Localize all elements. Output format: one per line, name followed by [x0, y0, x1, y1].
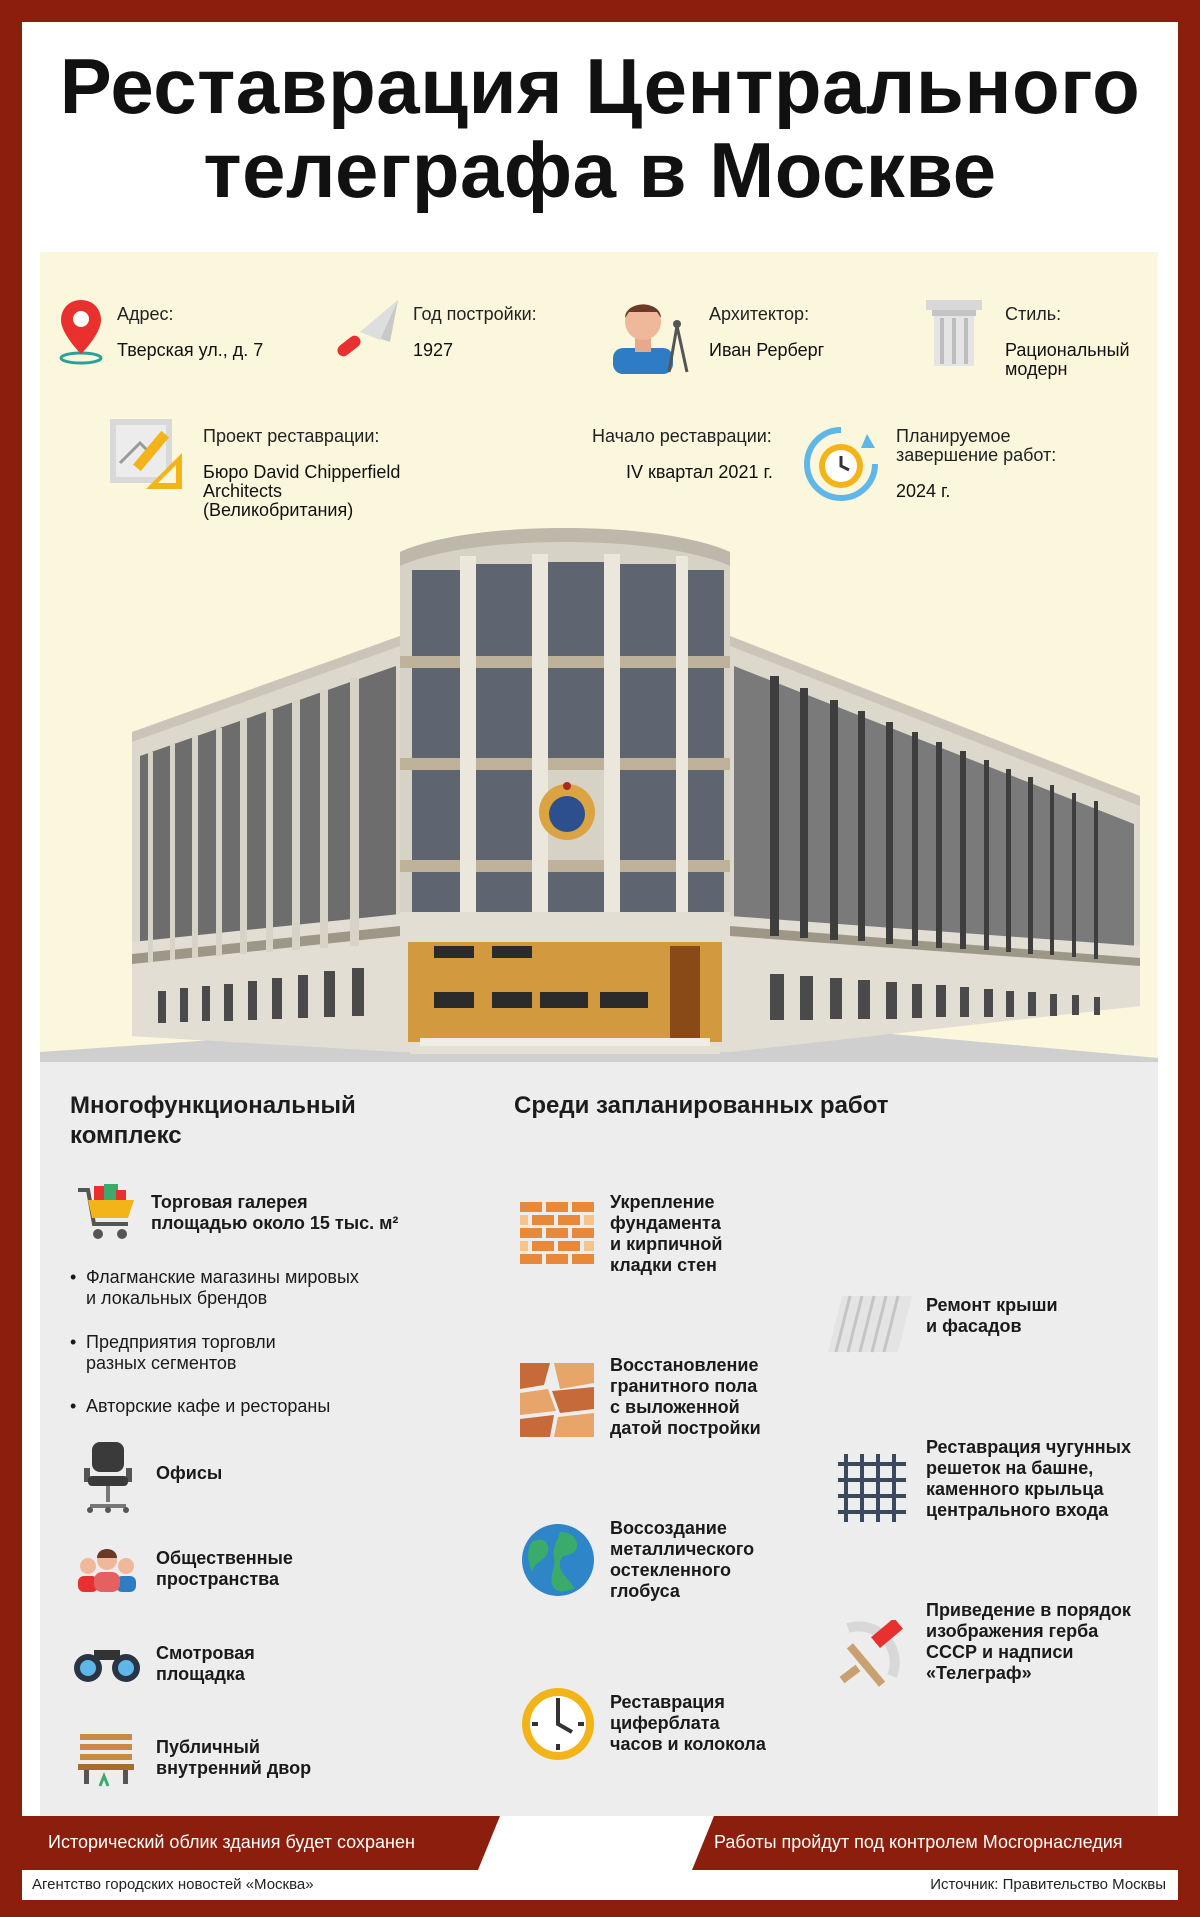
- style-value-line-2: модерн: [1005, 359, 1068, 379]
- shopping-cart-icon: [76, 1184, 138, 1244]
- ribbon-right-text: Работы пройдут под контролем Мосгорнаследия: [714, 1832, 1123, 1852]
- start-value: IV квартал 2021 г.: [626, 462, 773, 482]
- column-icon: [924, 298, 984, 370]
- work-foundation-line-4: кладки стен: [610, 1255, 717, 1275]
- work-grilles-line-2: решеток на башне,: [926, 1458, 1094, 1478]
- brick-wall-icon: [520, 1202, 594, 1264]
- roof-sheet-icon: [828, 1292, 912, 1356]
- bench-icon: [76, 1732, 136, 1788]
- address-value: Тверская ул., д. 7: [117, 340, 264, 360]
- project-value-line-2: Architects: [203, 481, 283, 501]
- work-foundation: [610, 1192, 722, 1276]
- project-value-line-3: (Великобритания): [203, 500, 354, 520]
- work-globe-line-4: глобуса: [610, 1581, 680, 1601]
- work-clock-line-3: часов и колокола: [610, 1734, 766, 1754]
- clock-refresh-icon: [801, 424, 881, 504]
- work-roof: [926, 1295, 1058, 1337]
- grille-icon: [836, 1452, 908, 1524]
- work-emblem-line-2: изображения герба: [926, 1621, 1099, 1641]
- complex-header-line-2: комплекс: [70, 1122, 182, 1149]
- finish-label-line-1: Планируемое: [896, 426, 1011, 446]
- finish-value: 2024 г.: [896, 481, 951, 501]
- work-globe: [610, 1518, 754, 1602]
- work-granite-line-3: с выложенной: [610, 1397, 740, 1417]
- work-granite-line-4: датой постройки: [610, 1418, 761, 1438]
- work-emblem-line-4: «Телеграф»: [926, 1663, 1032, 1683]
- bullet-cafes: [86, 1396, 330, 1417]
- gallery-line-1: Торговая галерея: [151, 1192, 308, 1212]
- complex-header: [70, 1091, 356, 1151]
- blueprint-icon: [106, 413, 186, 491]
- style-value-line-1: Рациональный: [1005, 340, 1130, 360]
- architect-value: Иван Рерберг: [709, 340, 825, 360]
- work-roof-line-1: Ремонт крыши: [926, 1295, 1058, 1315]
- work-grilles-line-1: Реставрация чугунных: [926, 1437, 1131, 1457]
- year-value: 1927: [413, 340, 454, 360]
- bullet-cafes-line-1: • Авторские кафе и рестораны: [86, 1396, 331, 1416]
- gallery-line-2: площадью около 15 тыс. м²: [151, 1213, 399, 1233]
- title-line-1: Реставрация Центрального: [59, 42, 1141, 130]
- public-spaces-line-1: Общественные: [156, 1548, 293, 1568]
- page-title: [0, 44, 1200, 212]
- architect-label: Архитектор:: [709, 304, 810, 324]
- work-clock-line-1: Реставрация: [610, 1692, 725, 1712]
- work-globe-line-3: остекленного: [610, 1560, 732, 1580]
- viewing-platform-line-2: площадка: [156, 1664, 245, 1684]
- work-grilles: [926, 1437, 1131, 1521]
- finish-label-line-2: завершение работ:: [896, 445, 1057, 465]
- binoculars-icon: [72, 1644, 142, 1684]
- public-spaces-line-2: пространства: [156, 1569, 279, 1589]
- stone-floor-icon: [520, 1363, 594, 1437]
- work-granite-line-2: гранитного пола: [610, 1376, 758, 1396]
- work-foundation-line-1: Укрепление: [610, 1192, 715, 1212]
- courtyard-line-1: Публичный: [156, 1737, 260, 1757]
- work-globe-line-1: Воссоздание: [610, 1518, 727, 1538]
- work-clock-line-2: циферблата: [610, 1713, 720, 1733]
- bullet-flagship: [86, 1267, 359, 1309]
- work-roof-line-2: и фасадов: [926, 1316, 1022, 1336]
- bullet-retail-line-1: • Предприятия торговли: [86, 1332, 276, 1352]
- people-group-icon: [72, 1544, 142, 1594]
- clock-icon: [520, 1686, 596, 1762]
- project-label: Проект реставрации:: [203, 426, 380, 446]
- work-emblem-line-1: Приведение в порядок: [926, 1600, 1131, 1620]
- work-foundation-line-2: фундамента: [610, 1213, 721, 1233]
- offices-label: Офисы: [156, 1463, 223, 1483]
- style-label: Стиль:: [1005, 304, 1062, 324]
- bullet-flagship-line-1: • Флагманские магазины мировых: [86, 1267, 359, 1287]
- trowel-icon: [330, 296, 402, 370]
- footer-agency: Агентство городских новостей «Москва»: [32, 1876, 314, 1893]
- footer-source: Источник: Правительство Москвы: [930, 1876, 1166, 1893]
- start-label: Начало реставрации:: [592, 426, 772, 446]
- complex-header-line-1: Многофункциональный: [70, 1092, 356, 1119]
- work-grilles-line-3: каменного крыльца: [926, 1479, 1104, 1499]
- title-line-2: телеграфа в Москве: [203, 126, 997, 214]
- address-label: Адрес:: [117, 304, 174, 324]
- bullet-retail-line-2: разных сегментов: [86, 1353, 237, 1373]
- office-chair-icon: [80, 1440, 136, 1514]
- work-granite-line-1: Восстановление: [610, 1355, 759, 1375]
- work-granite-floor: [610, 1355, 761, 1439]
- ribbon-left-text: Исторический облик здания будет сохранен: [48, 1832, 415, 1852]
- architect-icon: [609, 292, 693, 376]
- telegraph-building-illustration: [40, 506, 1158, 1062]
- project-value-line-1: Бюро David Chipperfield: [203, 462, 401, 482]
- courtyard-line-2: внутренний двор: [156, 1758, 312, 1778]
- work-foundation-line-3: и кирпичной: [610, 1234, 723, 1254]
- work-clock: [610, 1692, 766, 1755]
- work-emblem-line-3: СССР и надписи: [926, 1642, 1074, 1662]
- globe-icon: [520, 1522, 596, 1598]
- map-pin-icon: [56, 296, 106, 366]
- work-grilles-line-4: центрального входа: [926, 1500, 1109, 1520]
- bullet-retail: [86, 1332, 276, 1374]
- viewing-platform-line-1: Смотровая: [156, 1643, 255, 1663]
- hammer-sickle-icon: [832, 1620, 912, 1692]
- work-emblem: [926, 1600, 1131, 1684]
- works-header: Среди запланированных работ: [514, 1092, 889, 1119]
- work-globe-line-2: металлического: [610, 1539, 755, 1559]
- bullet-flagship-line-2: и локальных брендов: [86, 1288, 268, 1308]
- year-label: Год постройки:: [413, 304, 537, 324]
